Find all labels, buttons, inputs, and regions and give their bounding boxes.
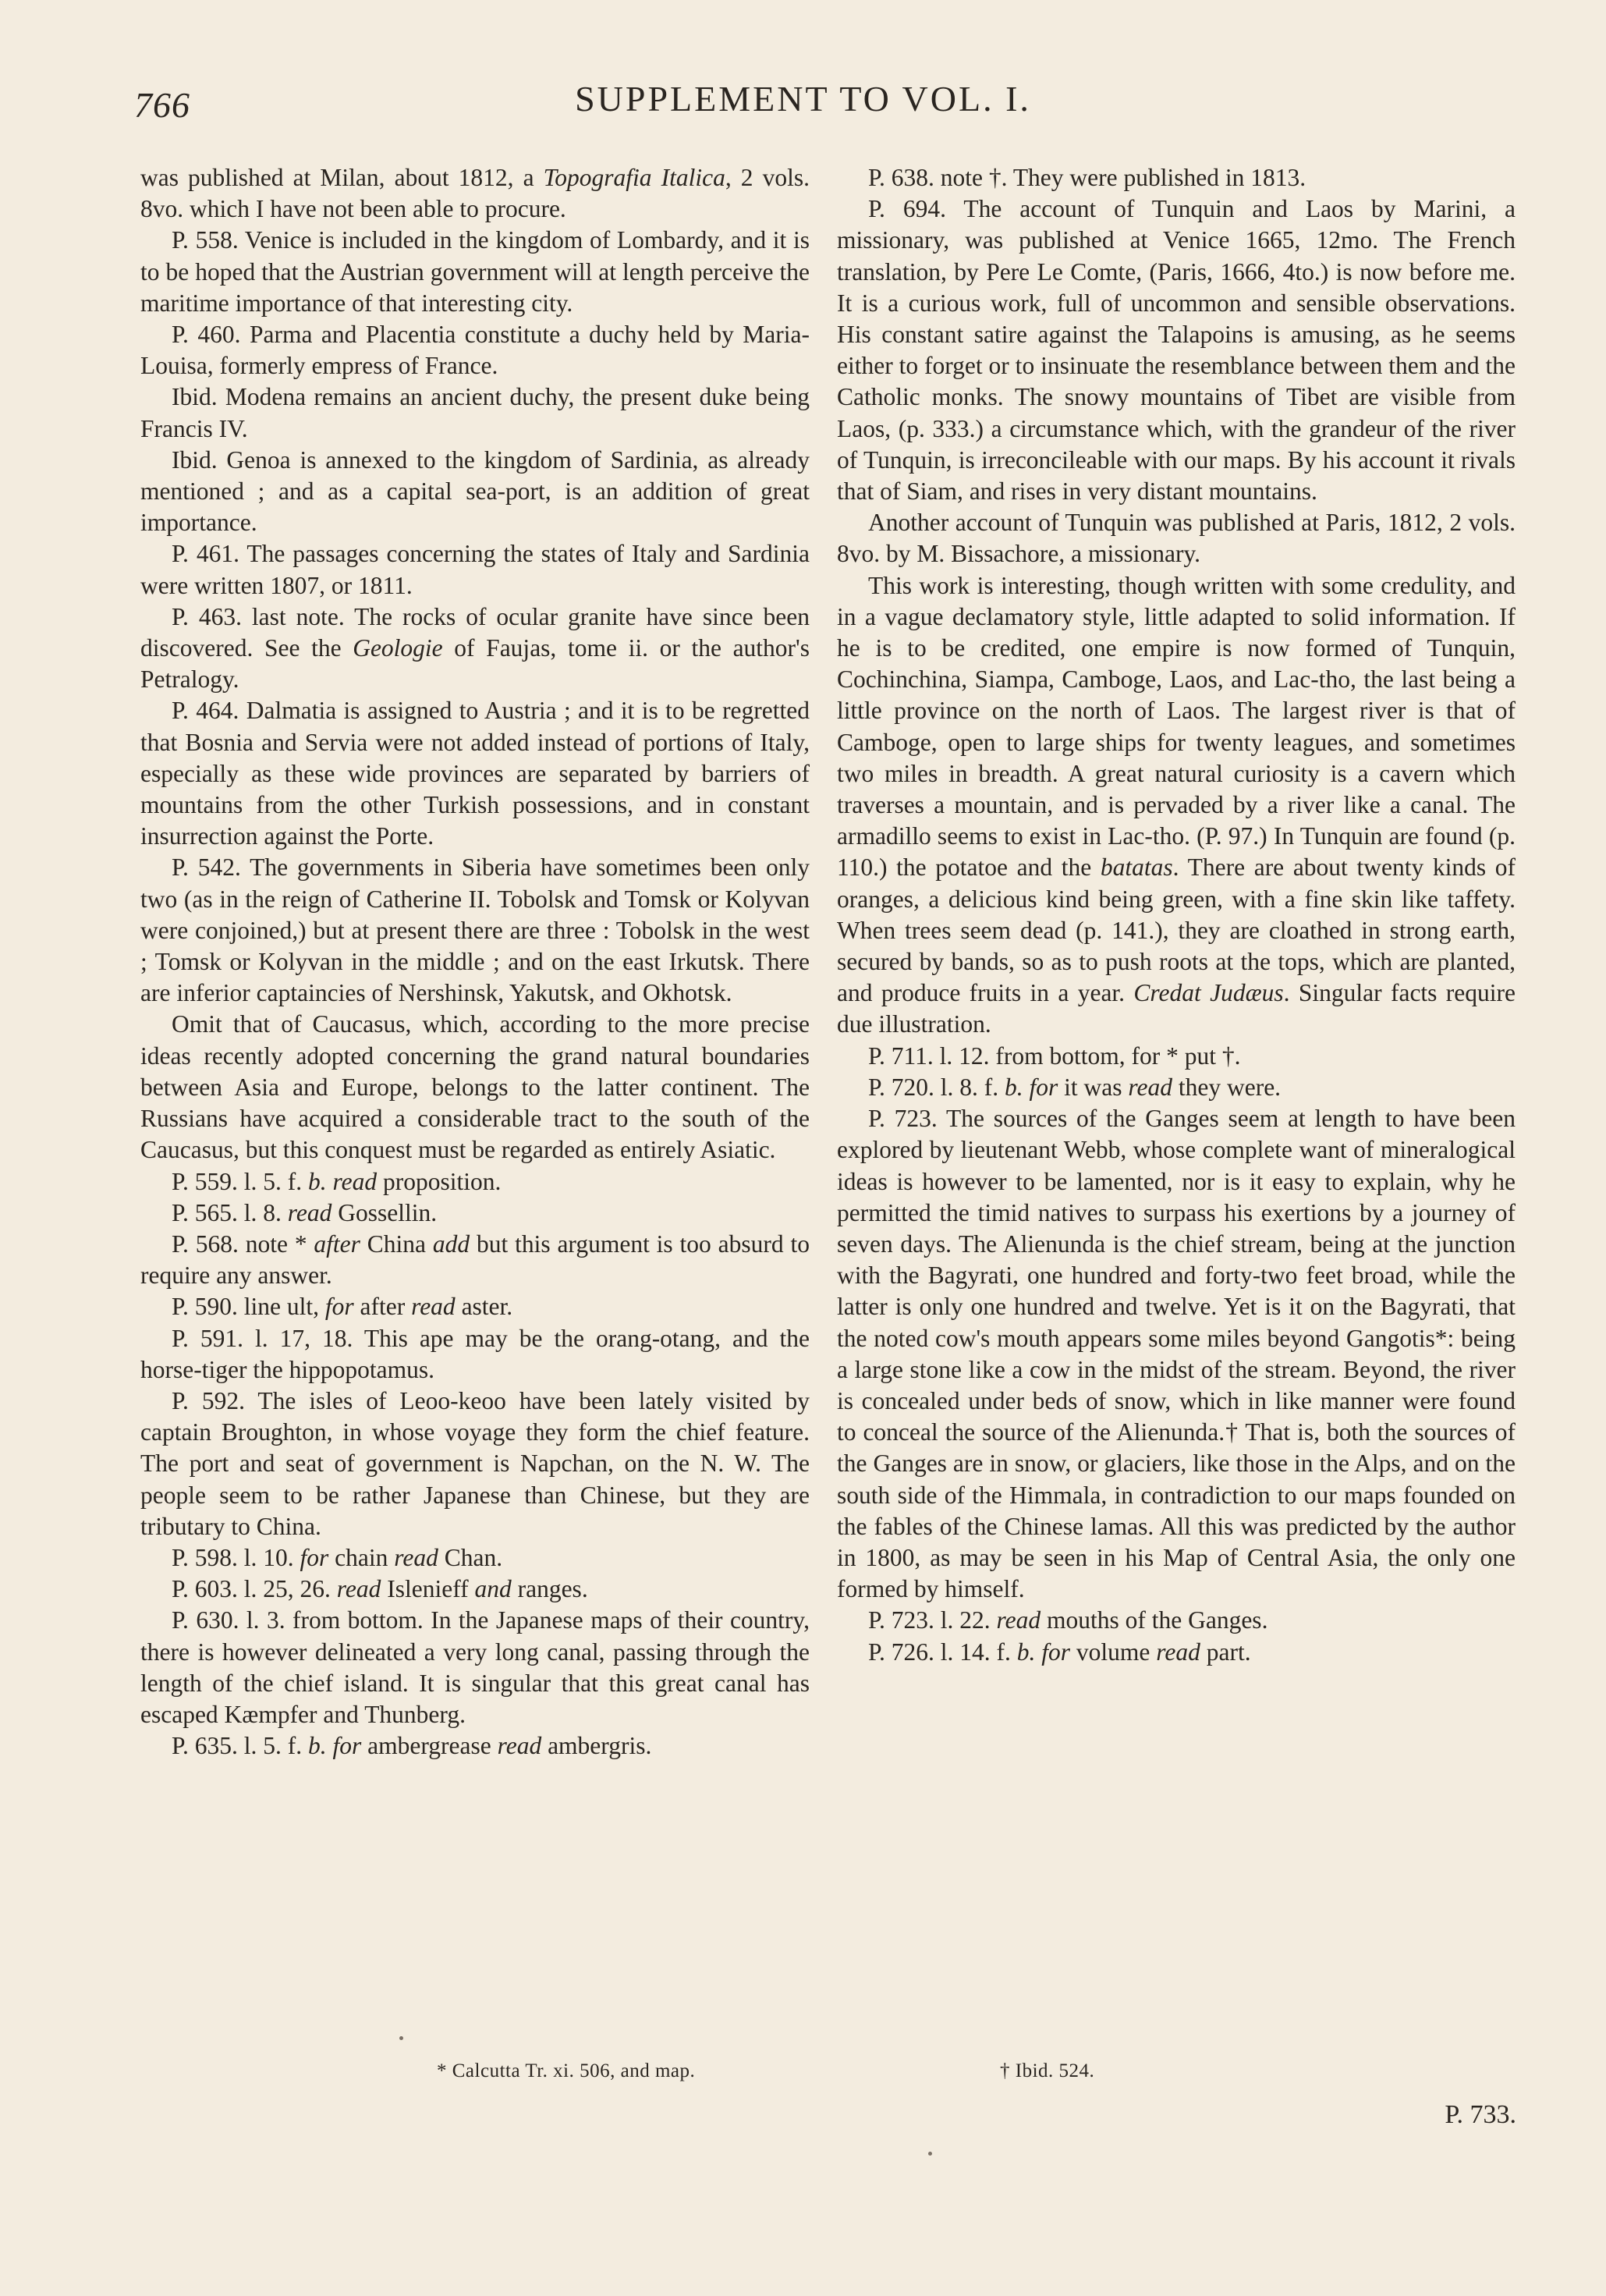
paragraph: P. 598. l. 10. for chain read Chan. — [172, 1543, 503, 1571]
footnote-left: * Calcutta Tr. xi. 506, and map. — [437, 2060, 696, 2081]
paragraph: P. 565. l. 8. read Gossellin. — [172, 1198, 438, 1226]
paragraph: P. 558. Venice is included in the kingdom of Lombardy, and it is to be hoped that the Austrian government will at length perceive the maritime importance of that interesting city. — [140, 226, 810, 317]
paragraph: Ibid. Modena remains an ancient duchy, the present duke being Francis IV. — [140, 383, 810, 442]
paragraph: P. 559. l. 5. f. b. read proposition. — [172, 1167, 502, 1195]
page-number: 766 — [134, 85, 190, 125]
paragraph: P. 723. l. 22. read mouths of the Ganges. — [868, 1606, 1268, 1634]
paragraph: P. 463. last note. The rocks of ocular granite have since been discovered. See the Geologie of Faujas, tome ii. or the author's Petralogy. — [140, 602, 810, 694]
paragraph: P. 591. l. 17, 18. This ape may be the orang-otang, and the horse-tiger the hippopotamus. — [140, 1324, 810, 1383]
left-column — [140, 162, 810, 1762]
right-column — [837, 162, 1516, 1668]
paragraph: P. 711. l. 12. from bottom, for * put †. — [868, 1042, 1241, 1070]
catchword: P. 733. — [1445, 2100, 1516, 2129]
paragraph: P. 694. The account of Tunquin and Laos by Marini, a missionary, was published at Venice 1665, 12mo. The French translation, by Pere Le Comte, (Paris, 1666, 4to.) is now before me. It is a curious work, full of uncommon and sensible observations. His constant satire against the Talapoins is amusing, as he seems either to forget or to insinuate the resemblance between them and the Catholic monks. The snowy mountains of Tibet are visible from Laos, (p. 333.) a circumstance which, with the grandeur of the river of Tunquin, is irreconcileable with our maps. By his account it rivals that of Siam, and rises in very distant mountains. — [837, 195, 1516, 506]
paragraph: Another account of Tunquin was published at Paris, 1812, 2 vols. 8vo. by M. Bissachore, a missionary. — [837, 509, 1516, 568]
paragraph: This work is interesting, though written with some credulity, and in a vague declamatory style, little adapted to solid information. If he is to be credited, one empire is now formed of Tunquin, Cochinchina, Siampa, Camboge, Laos, and Lac-tho, the last being a little province on the north of Laos. The largest river is that of Camboge, open to large ships for twenty leagues, and sometimes two miles in breadth. A great natural curiosity is a cavern which traverses a mountain, and is pervaded by a river like a canal. The armadillo seems to exist in Lac-tho. (P. 97.) In Tunquin are found (p. 110.) the potatoe and the batatas. There are about twenty kinds of oranges, a delicious kind being green, with a fine skin like taffety. When trees seem dead (p. 141.), they are cloathed in strong earth, secured by bands, so as to push roots at the tops, which are planted, and produce fruits in a year. Credat Judæus. Singular facts require due illustration. — [837, 571, 1516, 1038]
paragraph: P. 638. note †. They were published in 1813. — [868, 164, 1306, 191]
paragraph: P. 726. l. 14. f. b. for volume read part. — [868, 1638, 1251, 1666]
paragraph: P. 592. The isles of Leoo-keoo have been lately visited by captain Broughton, in whose voyage they form the chief feature. The port and seat of government is Napchan, on the N. W. The people seem to be rather Japanese than Chinese, but they are tributary to China. — [140, 1386, 810, 1540]
running-head: SUPPLEMENT TO VOL. I. — [575, 79, 1031, 119]
paragraph: P. 460. Parma and Placentia constitute a duchy held by Maria-Louisa, formerly empress of France. — [140, 321, 810, 380]
paragraph: Ibid. Genoa is annexed to the kingdom of Sardinia, as already mentioned ; and as a capital sea-port, is an addition of great importance. — [140, 445, 810, 537]
paragraph: P. 630. l. 3. from bottom. In the Japanese maps of their country, there is however delineated a very long canal, passing through the length of the chief island. It is singular that this great canal has escaped Kæmpfer and Thunberg. — [140, 1606, 810, 1728]
paragraph: was published at Milan, about 1812, a Topografia Italica, 2 vols. 8vo. which I have not been able to procure. — [140, 164, 810, 223]
footnote-right: † Ibid. 524. — [1000, 2060, 1095, 2081]
paragraph: P. 568. note * after China add but this argument is too absurd to require any answer. — [140, 1230, 810, 1290]
paragraph: P. 723. The sources of the Ganges seem at length to have been explored by lieutenant Webb, whose complete want of mineralogical ideas is however to be lamented, nor is it easy to explain, why he permitted the timid natives to surpass his exertions by a journey of seven days. The Alienunda is the chief stream, being at the junction with the Bagyrati, one hundred and forty-two feet broad, while the latter is only one hundred and twelve. Yet is it on the Bagyrati, that the noted cow's mouth appears some miles beyond Gangotis*: being a large stone like a cow in the midst of the stream. Beyond, the river is concealed under beds of snow, which in like manner were found to conceal the source of the Alienunda.† That is, both the sources of the Ganges are in snow, or glaciers, like those in the Alps, and on the south side of the Himmala, in contradiction to our maps founded on the fables of the Chinese lamas. All this was predicted by the author in 1800, as may be seen in his Map of Central Asia, the only one formed by himself. — [837, 1105, 1516, 1603]
paragraph: P. 542. The governments in Siberia have sometimes been only two (as in the reign of Catherine II. Tobolsk and Tomsk or Kolyvan were conjoined,) but at present there are three : Tobolsk in the west ; Tomsk or Kolyvan in the middle ; and on the east Irkutsk. There are inferior captaincies of Nershinsk, Yakutsk, and Okhotsk. — [140, 853, 810, 1007]
paper-speck — [399, 2036, 403, 2040]
paragraph: P. 590. line ult, for after read aster. — [172, 1293, 513, 1321]
paragraph: P. 720. l. 8. f. b. for it was read they were. — [868, 1073, 1282, 1101]
paragraph: P. 603. l. 25, 26. read Islenieff and ranges. — [172, 1575, 588, 1603]
paragraph: Omit that of Caucasus, which, according to the more precise ideas recently adopted concerning the grand natural boundaries between Asia and Europe, belongs to the latter continent. The Russians have acquired a considerable tract to the south of the Caucasus, but this conquest must be regarded as entirely Asiatic. — [140, 1010, 810, 1164]
paragraph: P. 464. Dalmatia is assigned to Austria ; and it is to be regretted that Bosnia and Servia were not added instead of portions of Italy, especially as these wide provinces are separated by barriers of mountains from the other Turkish possessions, and in constant insurrection against the Porte. — [140, 697, 810, 850]
paragraph: P. 461. The passages concerning the states of Italy and Sardinia were written 1807, or 1811. — [140, 540, 810, 599]
paragraph: P. 635. l. 5. f. b. for ambergrease read ambergris. — [172, 1732, 652, 1760]
paper-speck — [928, 2152, 932, 2156]
